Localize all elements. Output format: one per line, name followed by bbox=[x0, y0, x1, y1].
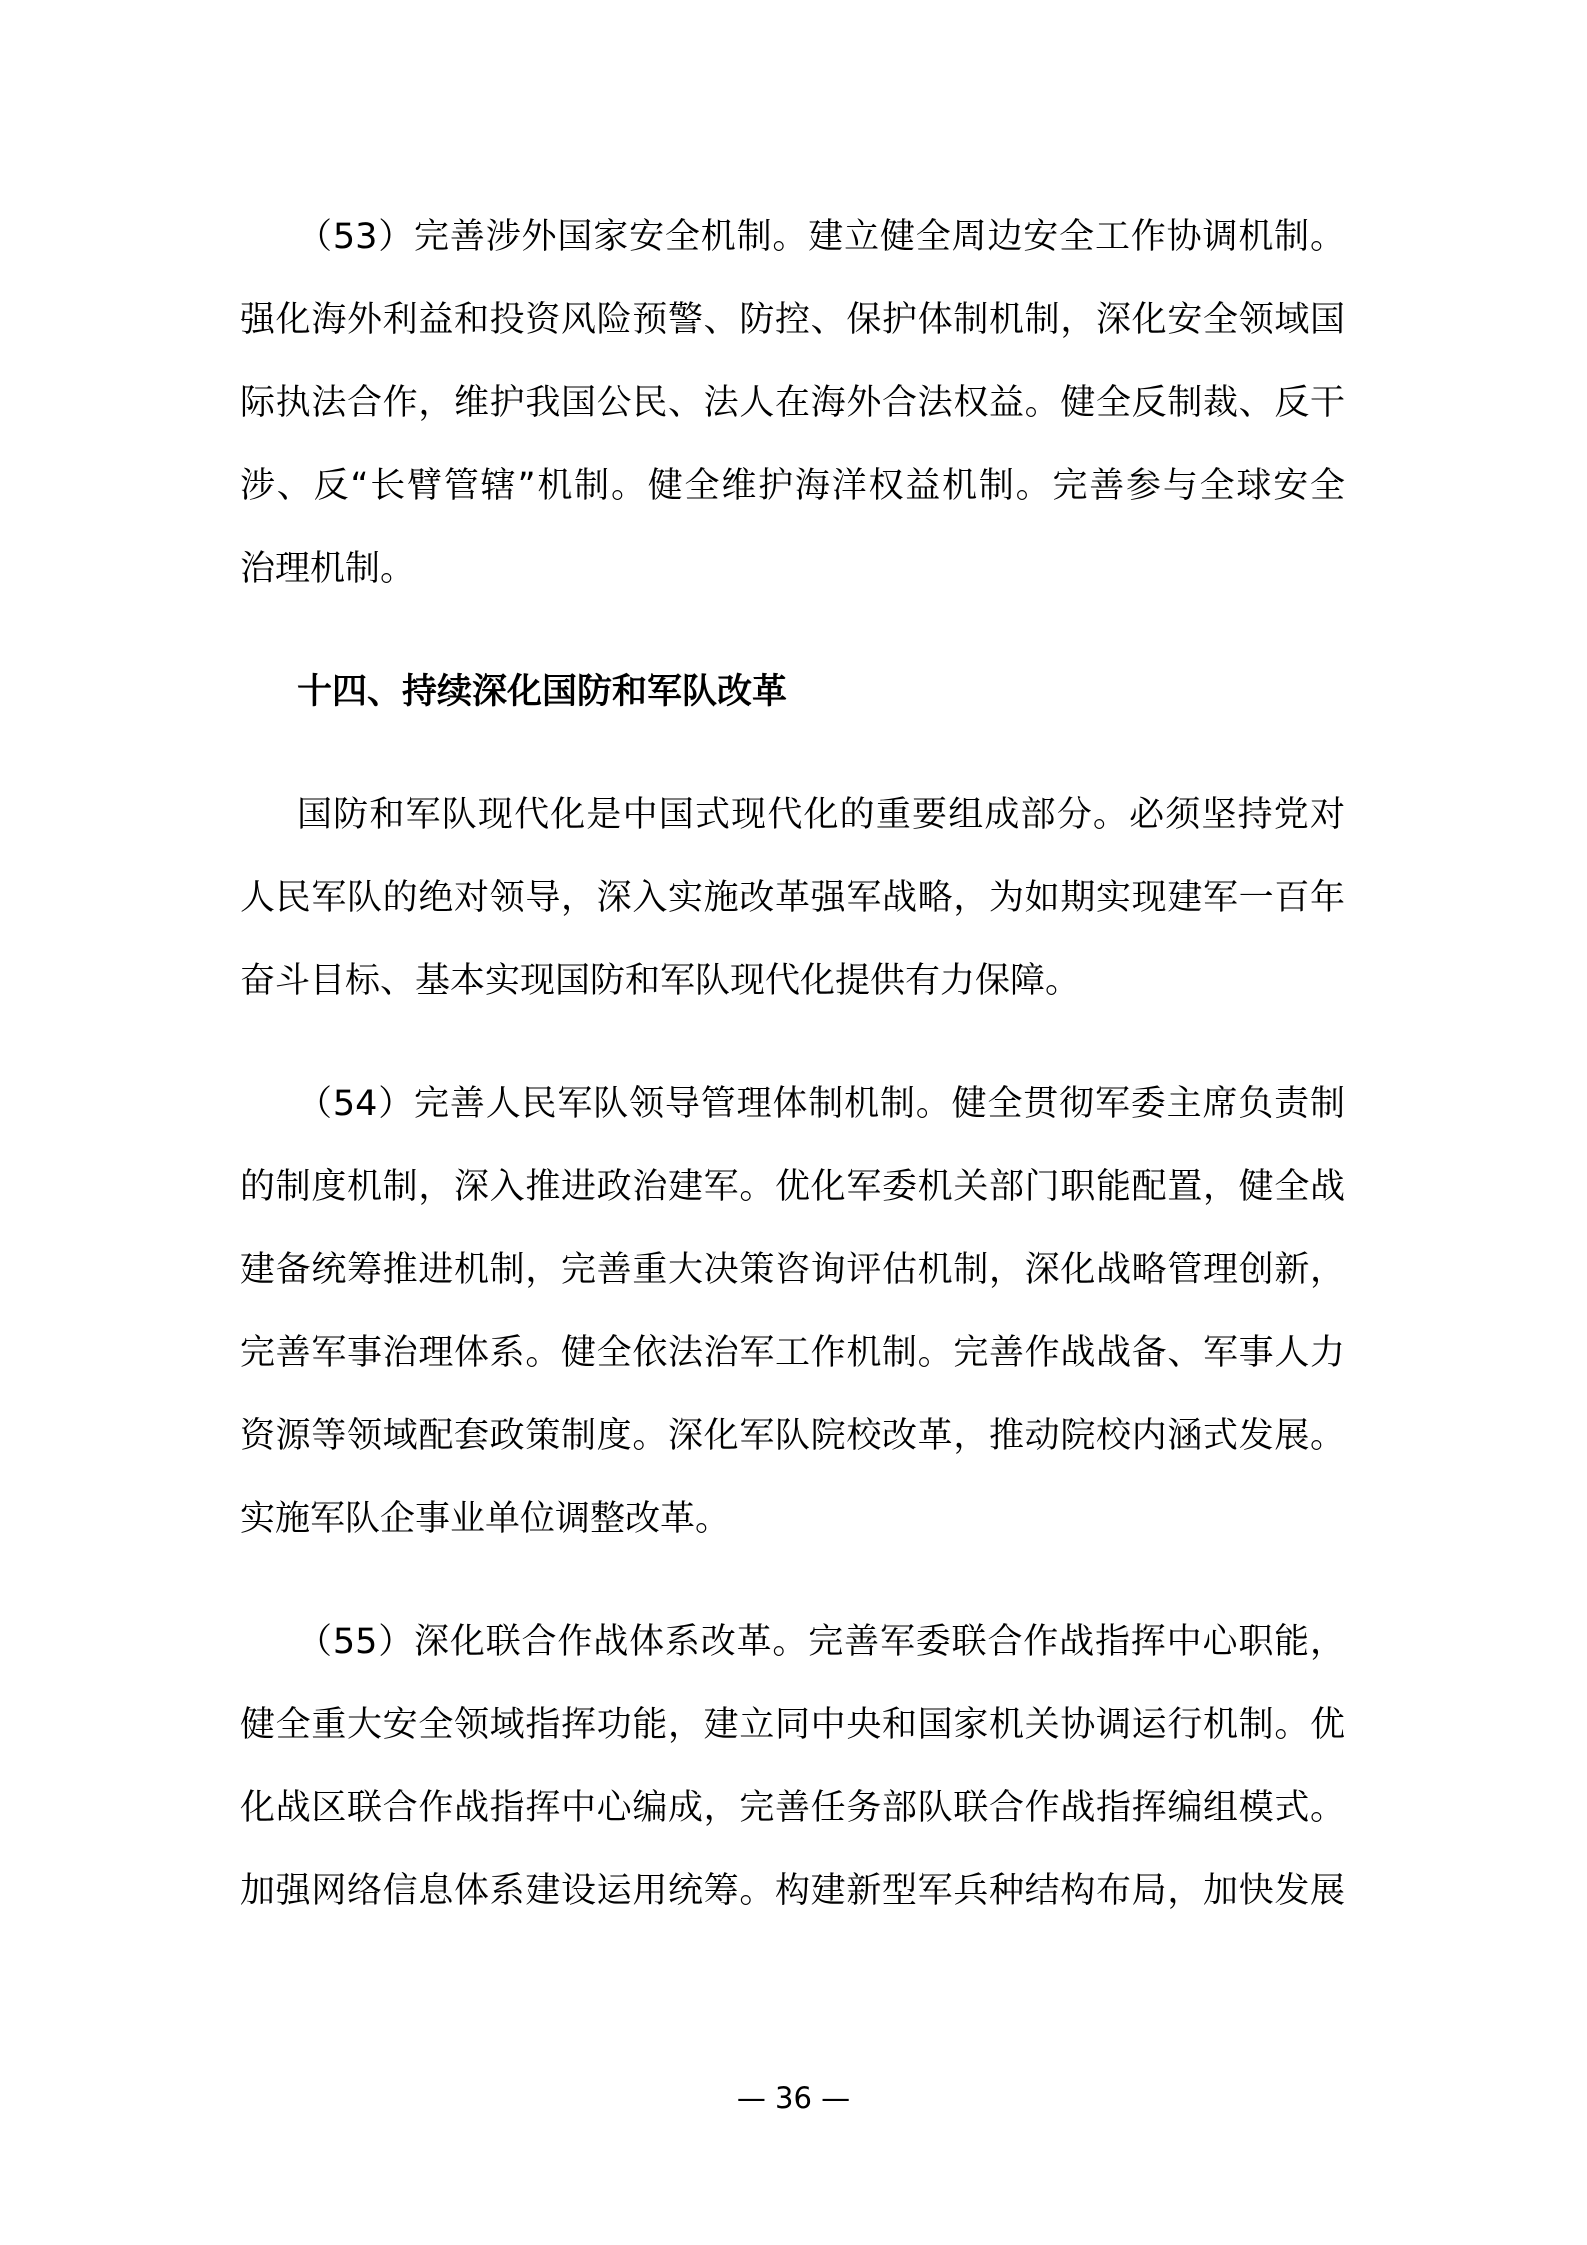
section-heading-14: 十四、持续深化国防和军队改革 bbox=[297, 672, 788, 712]
text-line: 涉、反“长臂管辖”机制。健全维护海洋权益机制。完善参与全球安全 bbox=[240, 466, 1345, 506]
text-line: （53）完善涉外国家安全机制。建立健全周边安全工作协调机制。 bbox=[297, 217, 1345, 257]
text-line: 实施军队企事业单位调整改革。 bbox=[240, 1499, 731, 1539]
paragraph-53 bbox=[240, 196, 1345, 611]
text-line: （54）完善人民军队领导管理体制机制。健全贯彻军委主席负责制 bbox=[297, 1084, 1345, 1124]
paragraph-intro-14 bbox=[240, 774, 1345, 1023]
text-line: 加强网络信息体系建设运用统筹。构建新型军兵种结构布局，加快发展 bbox=[240, 1871, 1345, 1911]
text-line: 建备统筹推进机制，完善重大决策咨询评估机制，深化战略管理创新， bbox=[240, 1250, 1345, 1290]
page-footer bbox=[0, 2082, 1587, 2114]
paragraph-54 bbox=[240, 1063, 1345, 1561]
document-body bbox=[240, 196, 1345, 1933]
text-line: 治理机制。 bbox=[240, 549, 416, 589]
text-line: （55）深化联合作战体系改革。完善军委联合作战指挥中心职能， bbox=[297, 1622, 1345, 1662]
paragraph-55 bbox=[240, 1601, 1345, 1933]
text-line: 的制度机制，深入推进政治建军。优化军委机关部门职能配置，健全战 bbox=[240, 1167, 1345, 1207]
text-line: 国防和军队现代化是中国式现代化的重要组成部分。必须坚持党对 bbox=[297, 795, 1345, 835]
text-line: 奋斗目标、基本实现国防和军队现代化提供有力保障。 bbox=[240, 961, 1081, 1001]
text-line: 化战区联合作战指挥中心编成，完善任务部队联合作战指挥编组模式。 bbox=[240, 1788, 1345, 1828]
text-line: 际执法合作，维护我国公民、法人在海外合法权益。健全反制裁、反干 bbox=[240, 383, 1345, 423]
page-number: — 36 — bbox=[736, 2081, 851, 2115]
text-line: 资源等领域配套政策制度。深化军队院校改革，推动院校内涵式发展。 bbox=[240, 1416, 1345, 1456]
text-line: 强化海外利益和投资风险预警、防控、保护体制机制，深化安全领域国 bbox=[240, 300, 1345, 340]
text-line: 健全重大安全领域指挥功能，建立同中央和国家机关协调运行机制。优 bbox=[240, 1705, 1345, 1745]
text-line: 人民军队的绝对领导，深入实施改革强军战略，为如期实现建军一百年 bbox=[240, 878, 1345, 918]
text-line: 完善军事治理体系。健全依法治军工作机制。完善作战战备、军事人力 bbox=[240, 1333, 1345, 1373]
